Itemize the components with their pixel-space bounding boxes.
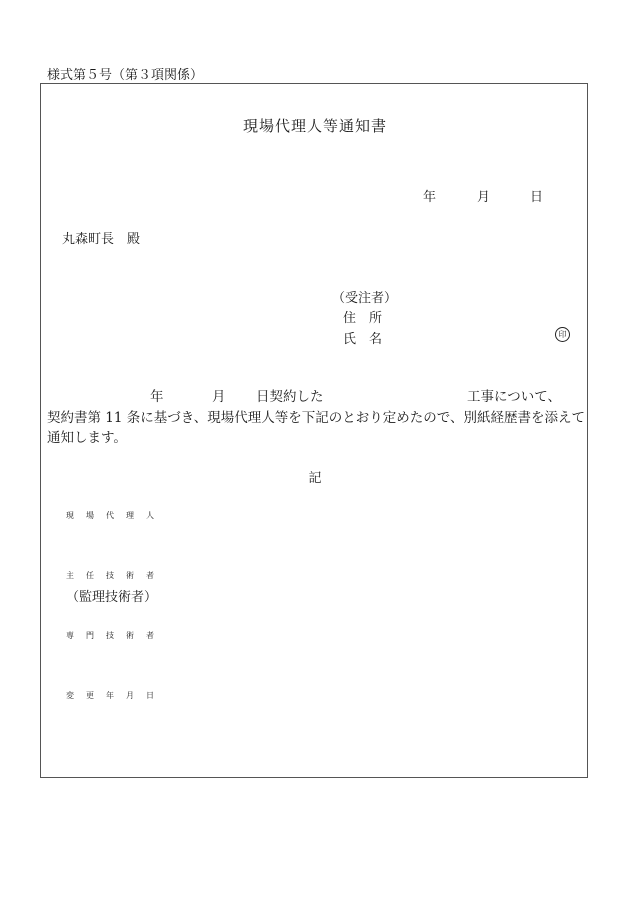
contractor-heading: （受注者） bbox=[332, 291, 398, 306]
body-construction: 工事について、 bbox=[467, 389, 561, 405]
form-number-label: 様式第５号（第３項関係） bbox=[47, 68, 204, 83]
name-label: 氏 名 bbox=[343, 332, 383, 347]
body-line-2: 契約書第 11 条に基づき、現場代理人等を下記のとおり定めたので、別紙経歴書を添えて bbox=[47, 410, 585, 426]
address-label: 住 所 bbox=[343, 311, 383, 326]
body-year: 年 bbox=[150, 389, 164, 405]
date-year-label: 年 bbox=[423, 190, 437, 205]
body-month: 月 bbox=[212, 389, 226, 405]
supervising-engineer-label: （監理技術者） bbox=[66, 590, 158, 605]
seal-mark: 印 bbox=[555, 327, 570, 342]
body-day-contracted: 日契約した bbox=[256, 389, 324, 405]
addressee: 丸森町長 殿 bbox=[62, 232, 141, 247]
page-title: 現場代理人等通知書 bbox=[242, 117, 387, 135]
item-site-agent: 現 場 代 理 人 bbox=[66, 511, 154, 520]
date-day-label: 日 bbox=[530, 190, 544, 205]
item-specialist-engineer: 専 門 技 術 者 bbox=[66, 631, 154, 640]
date-month-label: 月 bbox=[477, 190, 491, 205]
body-line-3: 通知します。 bbox=[47, 430, 127, 446]
ki-heading: 記 bbox=[308, 471, 322, 486]
item-chief-engineer: 主 任 技 術 者 bbox=[66, 571, 154, 580]
item-change-date: 変 更 年 月 日 bbox=[66, 691, 154, 700]
